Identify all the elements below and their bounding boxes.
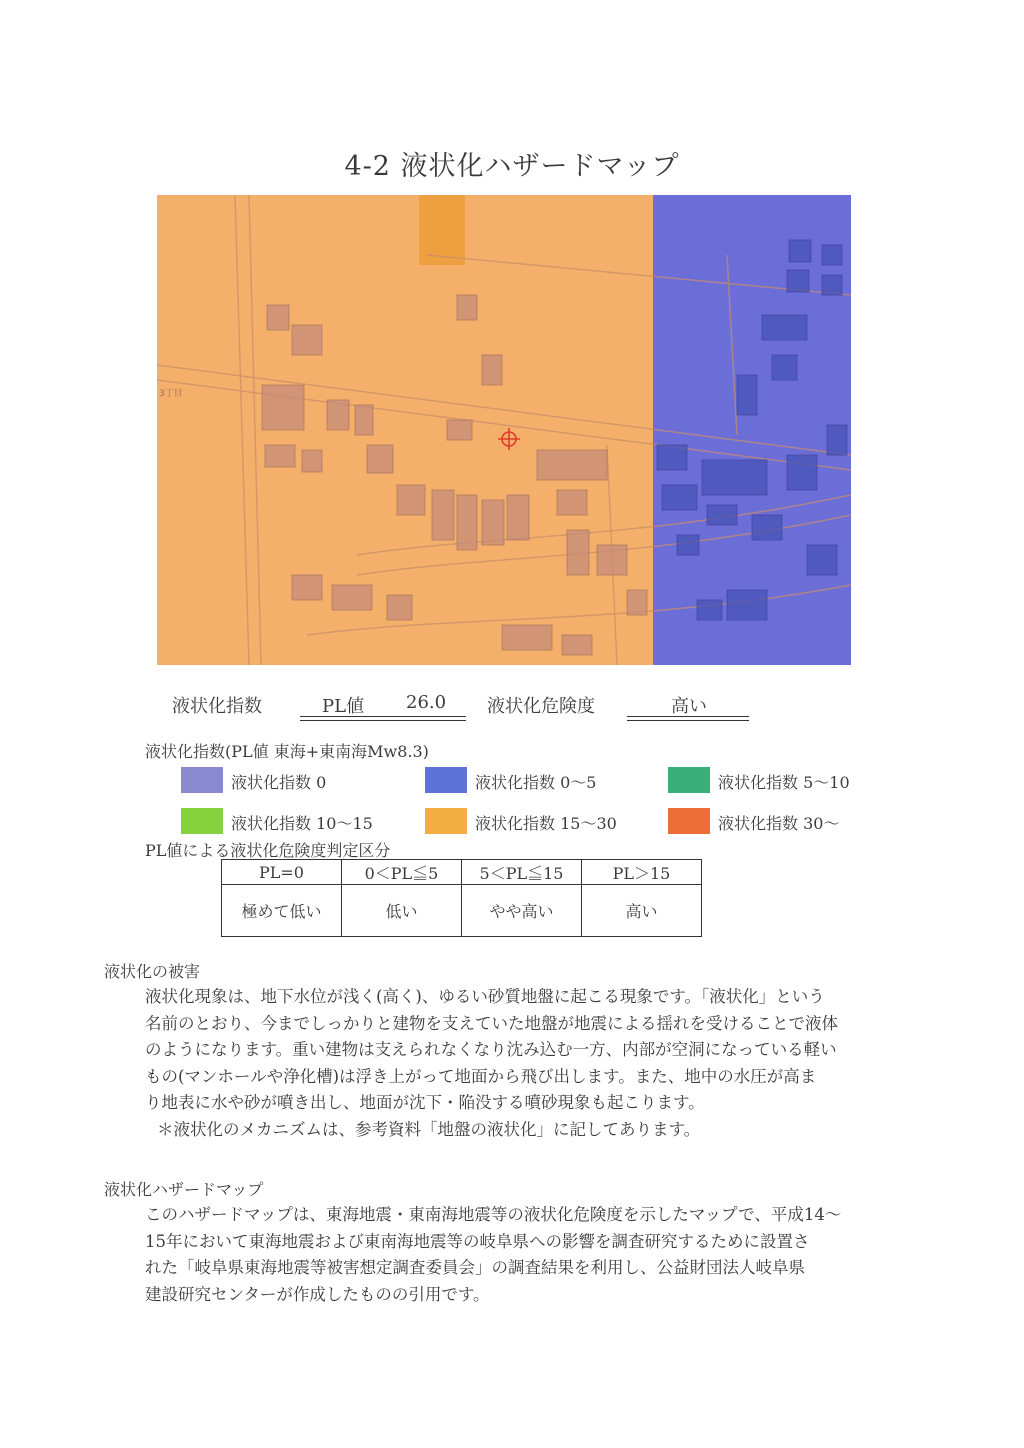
table-header-row xyxy=(222,860,702,885)
summary-index-label: 液状化指数 xyxy=(172,696,262,717)
hazard-map-paragraph xyxy=(145,1202,895,1308)
table-cell: やや高い xyxy=(462,885,582,937)
judgement-table xyxy=(221,859,702,937)
legend-label: 液状化指数 30～ xyxy=(718,814,840,833)
pl-underline xyxy=(300,716,466,717)
table-header-cell: 0＜PL≦5 xyxy=(342,860,462,885)
legend-item-1 xyxy=(425,767,665,797)
legend-item-2 xyxy=(668,767,908,797)
table-header-cell: 5＜PL≦15 xyxy=(462,860,582,885)
legend-item-5 xyxy=(668,808,908,838)
liquefaction-hazard-map xyxy=(157,195,851,665)
paragraph-line: 名前のとおり、今までしっかりと建物を支えていた地盤が地震による揺れを受けることで液体 xyxy=(145,1013,838,1033)
legend-item-0 xyxy=(181,767,421,797)
table-header-cell: PL＞15 xyxy=(582,860,702,885)
legend-label: 液状化指数 10～15 xyxy=(231,814,373,833)
legend-title: 液状化指数(PL値 東海+東南海Mw8.3) xyxy=(145,742,429,761)
table-cell: 高い xyxy=(582,885,702,937)
legend-label: 液状化指数 0～5 xyxy=(475,773,597,792)
mechanism-note: ＊液状化のメカニズムは、参考資料「地盤の液状化」に記してあります。 xyxy=(157,1119,701,1139)
legend-item-4 xyxy=(425,808,665,838)
legend-item-3 xyxy=(181,808,421,838)
table-cell: 低い xyxy=(342,885,462,937)
paragraph-line: 建設研究センターが作成したものの引用です。 xyxy=(145,1284,490,1304)
paragraph-line: このハザードマップは、東海地震・東南海地震等の液状化危険度を示したマップで、平成14～ xyxy=(145,1205,842,1224)
damage-paragraph xyxy=(145,984,895,1144)
legend-swatch xyxy=(425,808,467,834)
judgement-table-caption: PL値による液状化危険度判定区分 xyxy=(145,841,391,860)
risk-underline xyxy=(627,716,749,717)
page-title: 4-2 液状化ハザードマップ xyxy=(344,151,680,182)
table-row xyxy=(222,885,702,937)
paragraph-line: 15年において東海地震および東南海地震等の岐阜県への影響を調査研究するために設置さ xyxy=(145,1231,810,1251)
summary-pl-label: PL値 xyxy=(322,696,365,717)
legend-label: 液状化指数 5～10 xyxy=(718,773,850,792)
summary-pl-value: 26.0 xyxy=(406,692,447,713)
paragraph-line: り地表に水や砂が噴き出し、地面が沈下・陥没する噴砂現象も起こります。 xyxy=(145,1093,705,1113)
paragraph-line: のようになります。重い建物は支えられなくなり沈み込む一方、内部が空洞になっている軽い xyxy=(145,1040,837,1060)
map-zone-orange xyxy=(157,195,653,665)
hazard-map-heading: 液状化ハザードマップ xyxy=(104,1180,264,1199)
table-cell: 極めて低い xyxy=(222,885,342,937)
paragraph-line: れた「岐阜県東海地震等被害想定調査委員会」の調査結果を利用し、公益財団法人岐阜県 xyxy=(145,1258,805,1278)
legend-swatch xyxy=(181,808,223,834)
map-area-label: 3丁目 xyxy=(159,389,183,399)
pl-underline-2 xyxy=(300,720,466,721)
legend-label: 液状化指数 15～30 xyxy=(475,814,617,833)
map-zone-darker-block xyxy=(419,195,465,265)
paragraph-line: もの(マンホールや浄化槽)は浮き上がって地面から飛び出します。また、地中の水圧が高ま xyxy=(145,1066,817,1086)
legend-swatch xyxy=(181,767,223,793)
summary-risk-value: 高い xyxy=(671,696,707,717)
legend-swatch xyxy=(425,767,467,793)
pl-summary-row xyxy=(0,688,1024,722)
risk-underline-2 xyxy=(627,720,749,721)
paragraph-line: 液状化現象は、地下水位が浅く(高く)、ゆるい砂質地盤に起こる現象です。「液状化」という xyxy=(145,987,825,1006)
table-header-cell: PL=0 xyxy=(222,860,342,885)
legend-swatch xyxy=(668,767,710,793)
damage-heading: 液状化の被害 xyxy=(104,962,201,981)
legend-label: 液状化指数 0 xyxy=(231,773,327,792)
legend-swatch xyxy=(668,808,710,834)
summary-risk-label: 液状化危険度 xyxy=(487,696,595,717)
